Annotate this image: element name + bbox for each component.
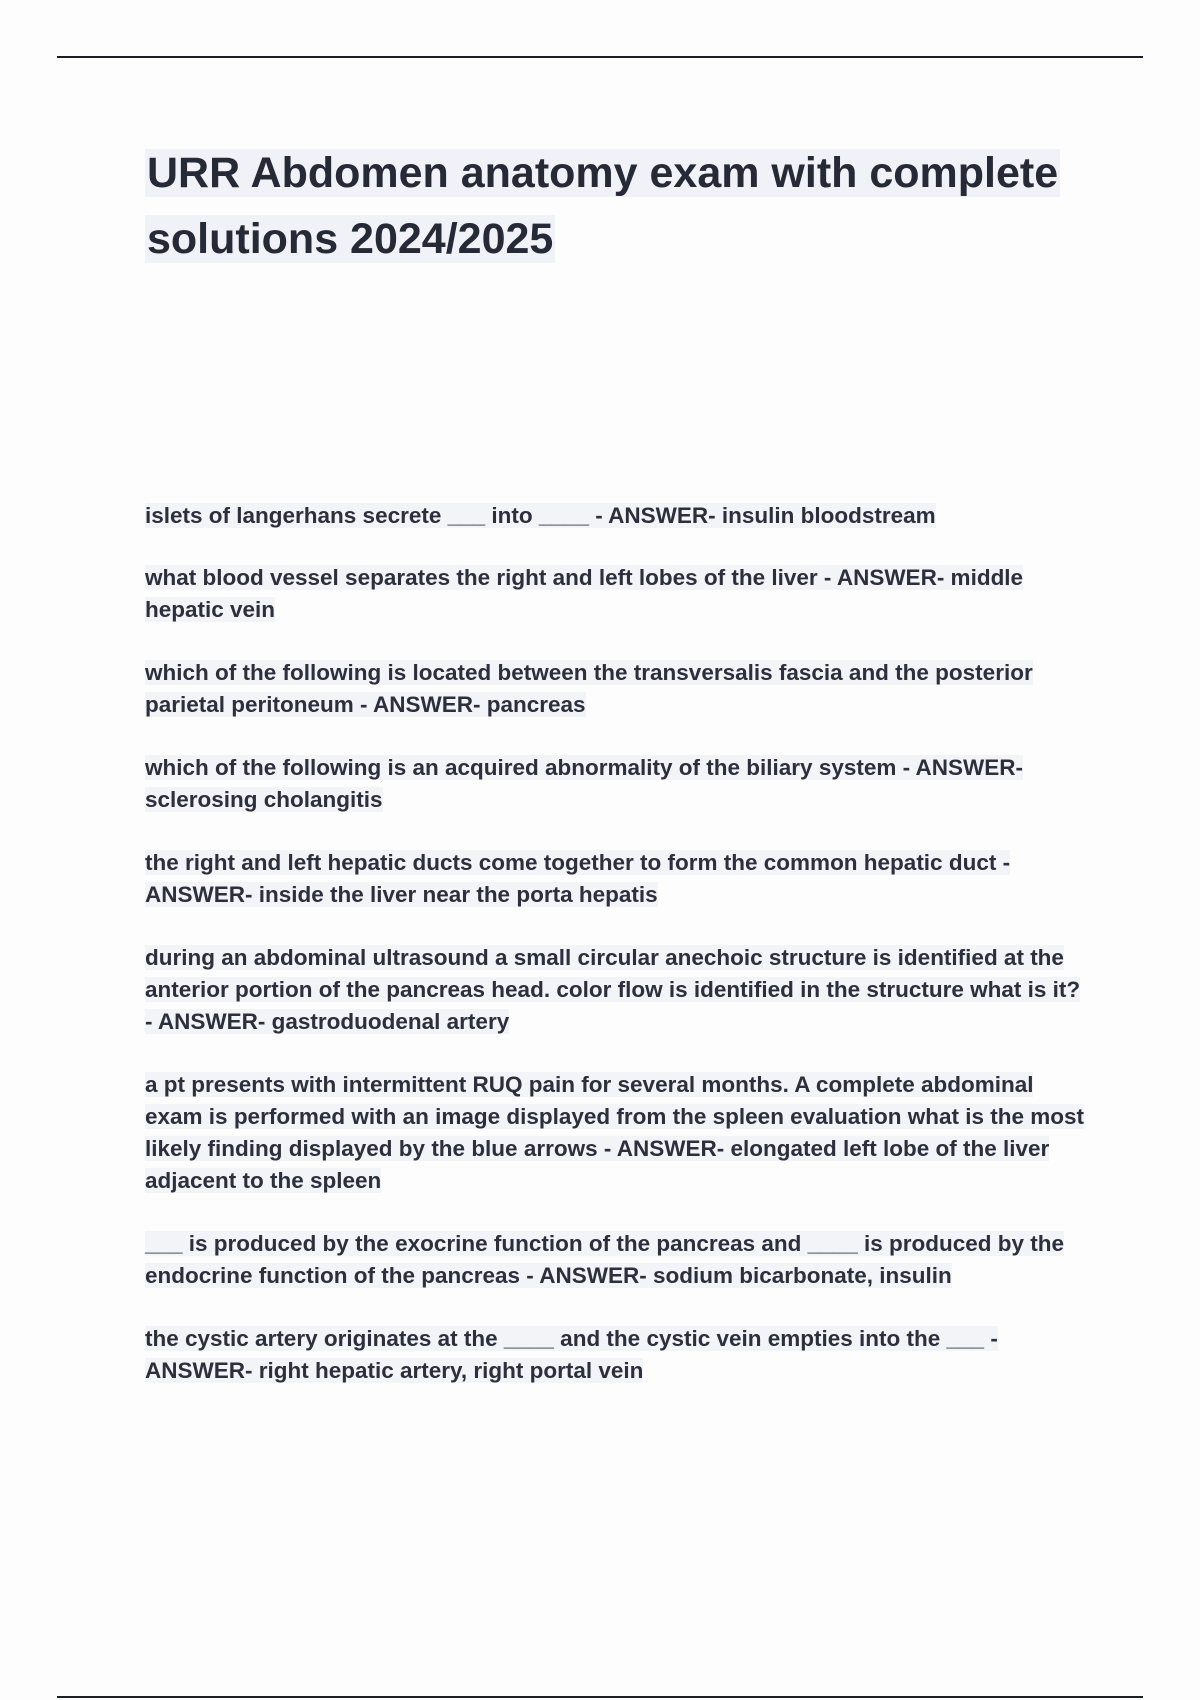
bottom-divider: [57, 1696, 1143, 1698]
qa-item-4: [145, 752, 1090, 816]
qa-item-5: [145, 847, 1090, 911]
qa-item-text: which of the following is an acquired abnormality of the biliary system - ANSWER- sclerosing cholangitis: [145, 755, 1024, 812]
qa-item-2: [145, 562, 1090, 626]
qa-item-9: [145, 1323, 1090, 1387]
qa-item-text: which of the following is located between the transversalis fascia and the posterior parietal peritoneum - ANSWER- pancreas: [145, 660, 1033, 717]
question-answer-list: [145, 500, 1090, 1418]
qa-item-text: the right and left hepatic ducts come together to form the common hepatic duct - ANSWER- inside the liver near the porta hepatis: [145, 850, 1011, 907]
qa-item-text: a pt presents with intermittent RUQ pain for several months. A complete abdominal exam is performed with an image displayed from the spleen evaluation what is the most likely finding displayed by the blue arrows - ANSWER- elongated left lobe of the liver adjacent to the spleen: [145, 1072, 1084, 1193]
document-title: [145, 140, 1085, 272]
qa-item-8: [145, 1228, 1090, 1292]
qa-item-7: [145, 1069, 1090, 1197]
top-divider: [57, 56, 1143, 58]
document-title-text: URR Abdomen anatomy exam with complete solutions 2024/2025: [147, 149, 1059, 263]
qa-item-6: [145, 942, 1090, 1038]
qa-item-text: what blood vessel separates the right and left lobes of the liver - ANSWER- middle hepatic vein: [145, 565, 1024, 622]
qa-item-text: islets of langerhans secrete ___ into ____ - ANSWER- insulin bloodstream: [145, 503, 936, 528]
qa-item-text: the cystic artery originates at the ____ and the cystic vein empties into the ___ - ANSWER- right hepatic artery, right portal vein: [145, 1326, 998, 1383]
qa-item-text: ___ is produced by the exocrine function of the pancreas and ____ is produced by the endocrine function of the pancreas - ANSWER- sodium bicarbonate, insulin: [145, 1231, 1064, 1288]
qa-item-text: during an abdominal ultrasound a small circular anechoic structure is identified at the anterior portion of the pancreas head. color flow is identified in the structure what is it? - ANSWER- gastroduodenal artery: [145, 945, 1081, 1034]
qa-item-1: [145, 500, 1090, 532]
qa-item-3: [145, 657, 1090, 721]
